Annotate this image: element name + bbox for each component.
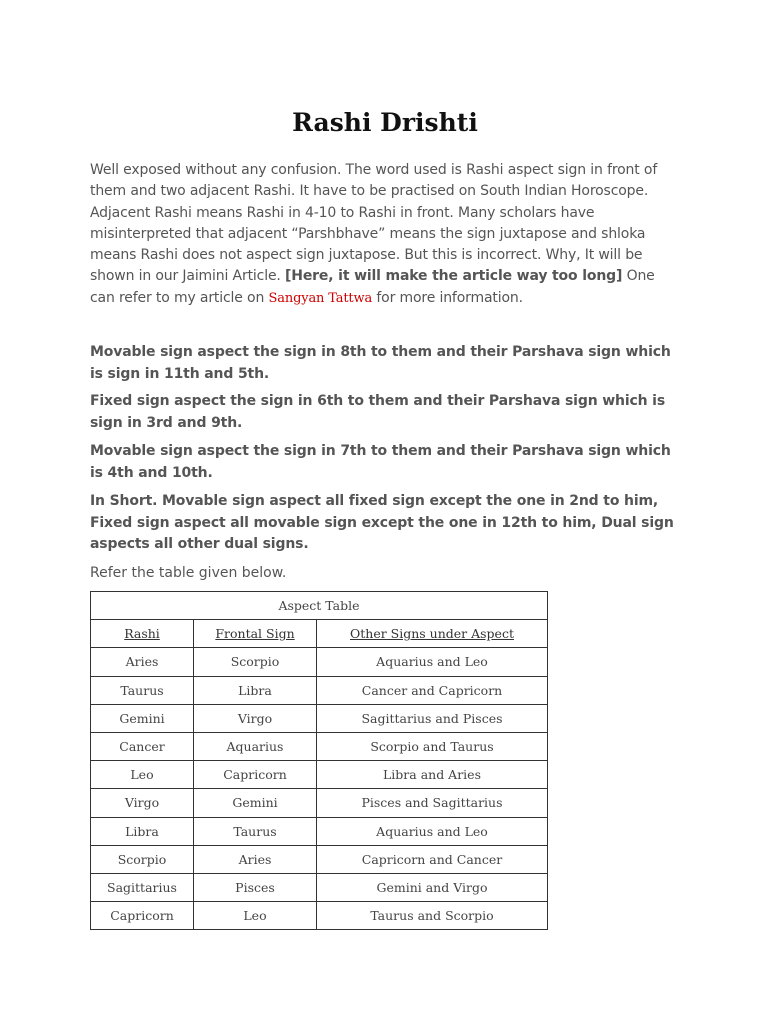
table-row bbox=[91, 648, 548, 676]
table-row bbox=[91, 873, 548, 901]
table-row bbox=[91, 845, 548, 873]
cell-rashi: Taurus bbox=[91, 676, 194, 704]
header-other-signs: Other Signs under Aspect bbox=[317, 620, 548, 648]
refer-table-text: Refer the table given below. bbox=[90, 565, 287, 581]
table-row bbox=[91, 761, 548, 789]
cell-rashi: Libra bbox=[91, 817, 194, 845]
rule-movable-7th: Movable sign aspect the sign in 7th to them and their Parshava sign which is 4th and 10th. bbox=[90, 443, 671, 481]
rule-movable-8th: Movable sign aspect the sign in 8th to them and their Parshava sign which is sign in 11th and 5th. bbox=[90, 344, 671, 382]
table-row bbox=[91, 704, 548, 732]
header-frontal-sign: Frontal Sign bbox=[194, 620, 317, 648]
table-row bbox=[91, 676, 548, 704]
cell-rashi: Cancer bbox=[91, 732, 194, 760]
cell-other-signs: Cancer and Capricorn bbox=[317, 676, 548, 704]
cell-other-signs: Aquarius and Leo bbox=[317, 817, 548, 845]
intro-text: Well exposed without any confusion. The word used is Rashi aspect sign in front of them and two adjacent Rashi. It have to be practised on South Indian Horoscope. Adjacent Rashi means Rashi in 4-10 to Rashi in front. Many scholars have misinterpreted that adjacent “Parshbhave” means the sign juxtapose and shloka means Rashi does not aspect sign juxtapose. But this is incorrect. Why, It will be shown in our Jaimini Article. bbox=[90, 162, 658, 285]
intro-text-end: for more information. bbox=[372, 289, 523, 306]
intro-text-middle: One can refer to my article on bbox=[90, 268, 655, 306]
cell-rashi: Capricorn bbox=[91, 902, 194, 930]
intro-paragraph bbox=[90, 160, 680, 309]
table-row bbox=[91, 817, 548, 845]
table-caption: Aspect Table bbox=[91, 592, 548, 620]
cell-other-signs: Pisces and Sagittarius bbox=[317, 789, 548, 817]
cell-rashi: Sagittarius bbox=[91, 873, 194, 901]
cell-other-signs: Libra and Aries bbox=[317, 761, 548, 789]
cell-other-signs: Gemini and Virgo bbox=[317, 873, 548, 901]
cell-other-signs: Taurus and Scorpio bbox=[317, 902, 548, 930]
cell-frontal-sign: Gemini bbox=[194, 789, 317, 817]
rule-summary: In Short. Movable sign aspect all fixed sign except the one in 2nd to him, Fixed sign aspect all movable sign except the one in 12th to him, Dual sign aspects all other dual signs. bbox=[90, 493, 674, 552]
cell-other-signs: Scorpio and Taurus bbox=[317, 732, 548, 760]
cell-frontal-sign: Aquarius bbox=[194, 732, 317, 760]
cell-frontal-sign: Virgo bbox=[194, 704, 317, 732]
cell-frontal-sign: Libra bbox=[194, 676, 317, 704]
page-title: Rashi Drishti bbox=[292, 108, 478, 137]
table-row bbox=[91, 902, 548, 930]
cell-frontal-sign: Taurus bbox=[194, 817, 317, 845]
cell-rashi: Virgo bbox=[91, 789, 194, 817]
cell-other-signs: Aquarius and Leo bbox=[317, 648, 548, 676]
header-rashi: Rashi bbox=[91, 620, 194, 648]
intro-bold-note: [Here, it will make the article way too long] bbox=[285, 268, 623, 285]
cell-frontal-sign: Aries bbox=[194, 845, 317, 873]
cell-other-signs: Capricorn and Cancer bbox=[317, 845, 548, 873]
cell-other-signs: Sagittarius and Pisces bbox=[317, 704, 548, 732]
cell-rashi: Scorpio bbox=[91, 845, 194, 873]
cell-rashi: Leo bbox=[91, 761, 194, 789]
cell-frontal-sign: Pisces bbox=[194, 873, 317, 901]
cell-frontal-sign: Capricorn bbox=[194, 761, 317, 789]
rule-fixed-6th: Fixed sign aspect the sign in 6th to them and their Parshava sign which is sign in 3rd and 9th. bbox=[90, 393, 666, 431]
table-row bbox=[91, 789, 548, 817]
table-body bbox=[91, 648, 548, 930]
table-caption-row bbox=[91, 592, 548, 620]
aspect-table bbox=[90, 591, 548, 930]
table-row bbox=[91, 732, 548, 760]
cell-frontal-sign: Scorpio bbox=[194, 648, 317, 676]
cell-frontal-sign: Leo bbox=[194, 902, 317, 930]
cell-rashi: Gemini bbox=[91, 704, 194, 732]
table-header-row bbox=[91, 620, 548, 648]
cell-rashi: Aries bbox=[91, 648, 194, 676]
sangyan-tattwa-link[interactable]: Sangyan Tattwa bbox=[268, 290, 373, 306]
